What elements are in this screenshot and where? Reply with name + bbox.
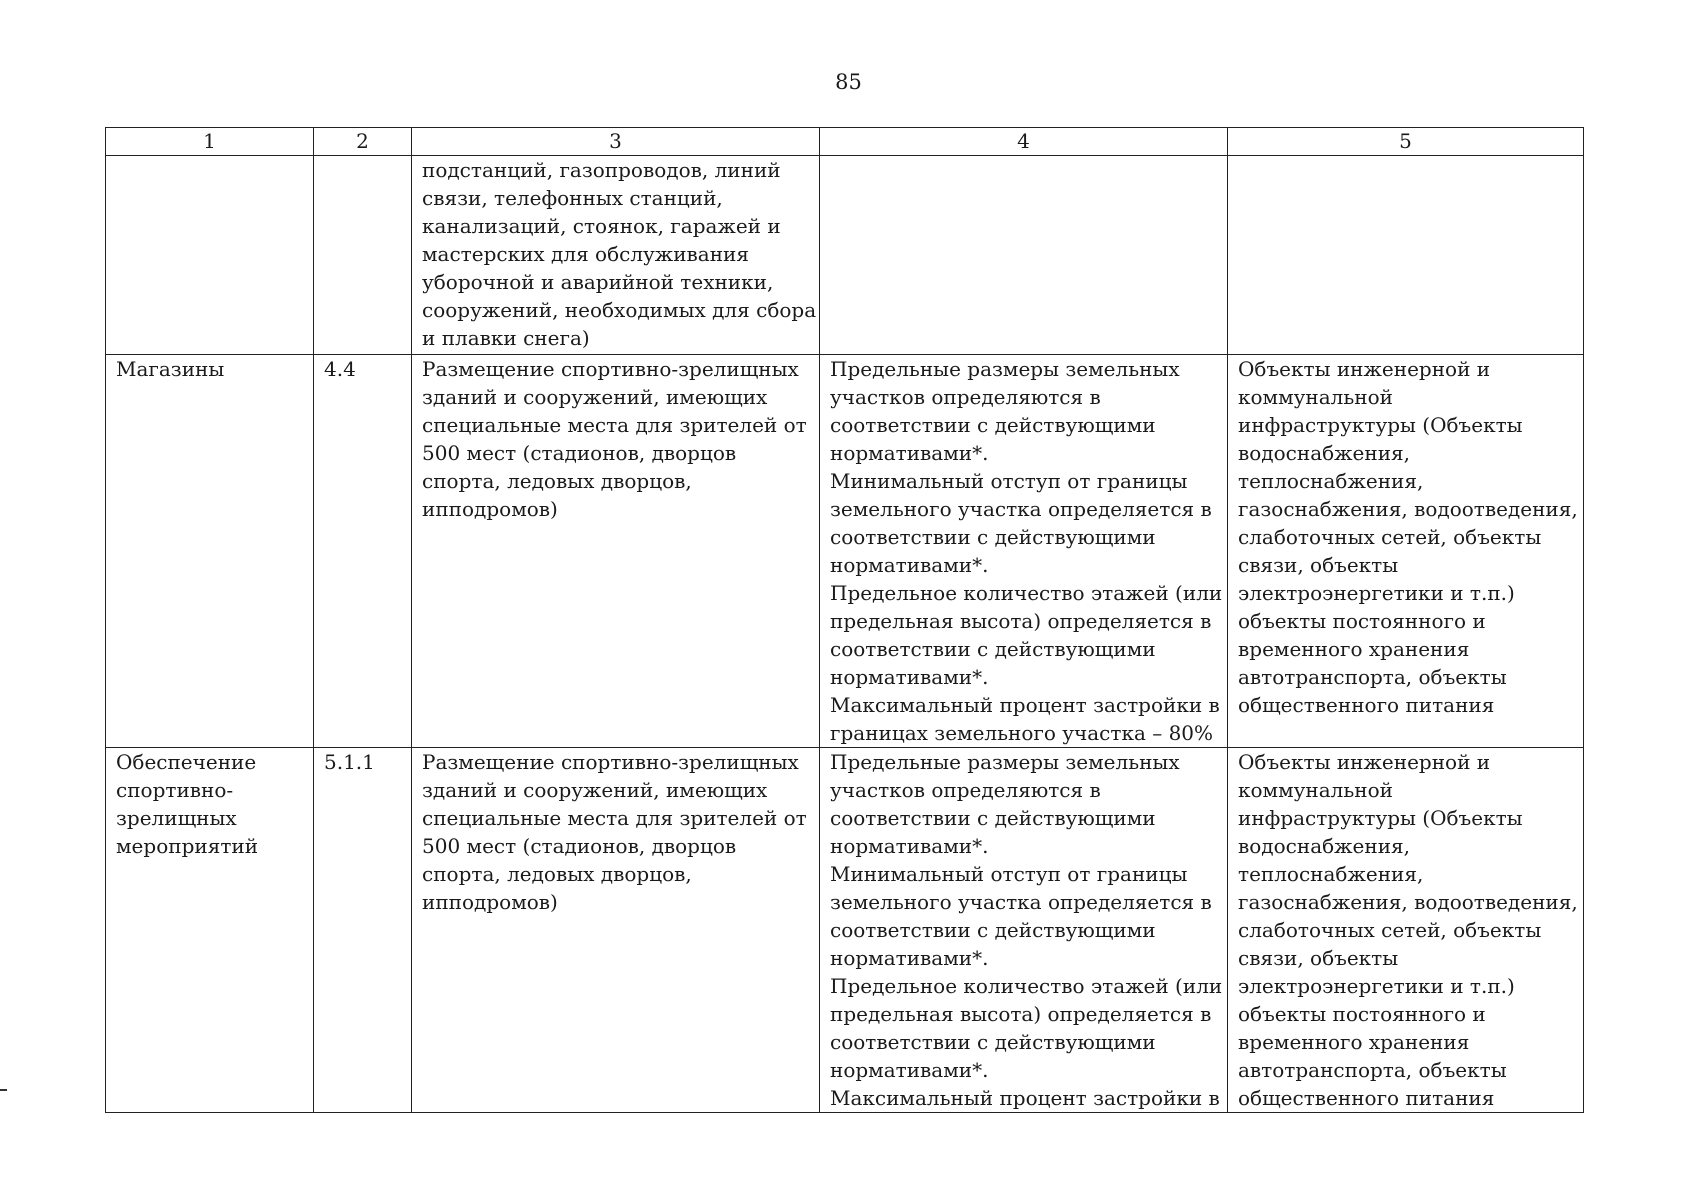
text-line: связи, объекты (1238, 553, 1399, 577)
margin-mark (0, 1089, 7, 1091)
text-line: Минимальный отступ от границы (830, 862, 1188, 886)
text-line: уборочной и аварийной техники, (422, 270, 774, 294)
text-line: участков определяются в (830, 385, 1101, 409)
text-line: границах земельного участка – 80% (830, 721, 1214, 745)
text-line: спорта, ледовых дворцов, (422, 862, 692, 886)
text-line: объекты постоянного и (1238, 609, 1486, 633)
text-line: специальные места для зрителей от (422, 806, 807, 830)
column-header-5: 5 (1228, 128, 1584, 156)
parameters-cell (820, 748, 1228, 1113)
text-line: газоснабжения, водоотведения, (1238, 497, 1578, 521)
text-line: Предельное количество этажей (или (830, 974, 1223, 998)
parameters-cell (820, 156, 1228, 355)
text-line: Объекты инженерной и (1238, 357, 1491, 381)
text-line: Объекты инженерной и (1238, 750, 1491, 774)
code-cell (314, 156, 412, 355)
use-type-cell (106, 355, 314, 748)
text-line: соответствии с действующими (830, 525, 1156, 549)
text-line: нормативами*. (830, 441, 989, 465)
text-line: спортивно- (116, 778, 234, 802)
text-line: временного хранения (1238, 637, 1470, 661)
parameters-cell (820, 355, 1228, 748)
table-header-row (106, 128, 1584, 156)
text-line: слаботочных сетей, объекты (1238, 918, 1542, 942)
text-line: соответствии с действующими (830, 1030, 1156, 1054)
text-line: временного хранения (1238, 1030, 1470, 1054)
text-line: нормативами*. (830, 946, 989, 970)
column-header-2: 2 (314, 128, 412, 156)
text-line: Размещение спортивно-зрелищных (422, 357, 799, 381)
text-line: подстанций, газопроводов, линий (422, 158, 781, 182)
text-line: и плавки снега) (422, 326, 590, 350)
text-line: Минимальный отступ от границы (830, 469, 1188, 493)
text-line: специальные места для зрителей от (422, 413, 807, 437)
text-line: водоснабжения, (1238, 834, 1411, 858)
table-row (106, 156, 1584, 355)
text-line: 500 мест (стадионов, дворцов (422, 834, 737, 858)
text-line: Предельные размеры земельных (830, 357, 1180, 381)
text-line: газоснабжения, водоотведения, (1238, 890, 1578, 914)
text-line: предельная высота) определяется в (830, 609, 1212, 633)
text-line: электроэнергетики и т.п.) (1238, 974, 1515, 998)
table-row (106, 748, 1584, 1113)
table-row (106, 355, 1584, 748)
text-line: Размещение спортивно-зрелищных (422, 750, 799, 774)
text-line: 500 мест (стадионов, дворцов (422, 441, 737, 465)
text-line: общественного питания (1238, 1086, 1495, 1110)
text-line: связи, телефонных станций, (422, 186, 723, 210)
text-line: Максимальный процент застройки в (830, 1086, 1220, 1110)
text-line: соответствии с действующими (830, 413, 1156, 437)
text-line: земельного участка определяется в (830, 497, 1212, 521)
text-line: коммунальной (1238, 778, 1393, 802)
text-line: зданий и сооружений, имеющих (422, 778, 768, 802)
text-line: коммунальной (1238, 385, 1393, 409)
text-line: инфраструктуры (Объекты (1238, 806, 1523, 830)
text-line: нормативами*. (830, 665, 989, 689)
text-line: спорта, ледовых дворцов, (422, 469, 692, 493)
text-line: ипподромов) (422, 890, 558, 914)
column-header-4: 4 (820, 128, 1228, 156)
text-line: электроэнергетики и т.п.) (1238, 581, 1515, 605)
page-number: 85 (835, 70, 862, 94)
text-line: Магазины (116, 357, 225, 381)
column-header-1: 1 (106, 128, 314, 156)
text-line: соответствии с действующими (830, 806, 1156, 830)
text-line: нормативами*. (830, 834, 989, 858)
land-use-table (105, 127, 1584, 1113)
text-line: теплоснабжения, (1238, 862, 1424, 886)
text-line: ипподромов) (422, 497, 558, 521)
text-line: автотранспорта, объекты (1238, 665, 1507, 689)
text-line: теплоснабжения, (1238, 469, 1424, 493)
text-line: зданий и сооружений, имеющих (422, 385, 768, 409)
text-line: Обеспечение (116, 750, 257, 774)
text-line: участков определяются в (830, 778, 1101, 802)
text-line: соответствии с действующими (830, 918, 1156, 942)
text-line: объекты постоянного и (1238, 1002, 1486, 1026)
text-line: сооружений, необходимых для сбора (422, 298, 817, 322)
text-line: нормативами*. (830, 553, 989, 577)
auxiliary-uses-cell (1228, 156, 1584, 355)
text-line: Предельное количество этажей (или (830, 581, 1223, 605)
use-type-cell (106, 156, 314, 355)
auxiliary-uses-cell (1228, 748, 1584, 1113)
text-line: зрелищных (116, 806, 237, 830)
description-cell (412, 156, 820, 355)
text-line: водоснабжения, (1238, 441, 1411, 465)
text-line: земельного участка определяется в (830, 890, 1212, 914)
text-line: общественного питания (1238, 693, 1495, 717)
text-line: связи, объекты (1238, 946, 1399, 970)
text-line: предельная высота) определяется в (830, 1002, 1212, 1026)
text-line: нормативами*. (830, 1058, 989, 1082)
auxiliary-uses-cell (1228, 355, 1584, 748)
text-line: Максимальный процент застройки в (830, 693, 1220, 717)
text-line: соответствии с действующими (830, 637, 1156, 661)
text-line: Предельные размеры земельных (830, 750, 1180, 774)
text-line: слаботочных сетей, объекты (1238, 525, 1542, 549)
text-line: автотранспорта, объекты (1238, 1058, 1507, 1082)
text-line: инфраструктуры (Объекты (1238, 413, 1523, 437)
code-cell: 5.1.1 (314, 748, 412, 1113)
description-cell (412, 355, 820, 748)
text-line: канализаций, стоянок, гаражей и (422, 214, 781, 238)
description-cell (412, 748, 820, 1113)
text-line: мероприятий (116, 834, 259, 858)
code-cell: 4.4 (314, 355, 412, 748)
text-line: мастерских для обслуживания (422, 242, 749, 266)
column-header-3: 3 (412, 128, 820, 156)
use-type-cell (106, 748, 314, 1113)
